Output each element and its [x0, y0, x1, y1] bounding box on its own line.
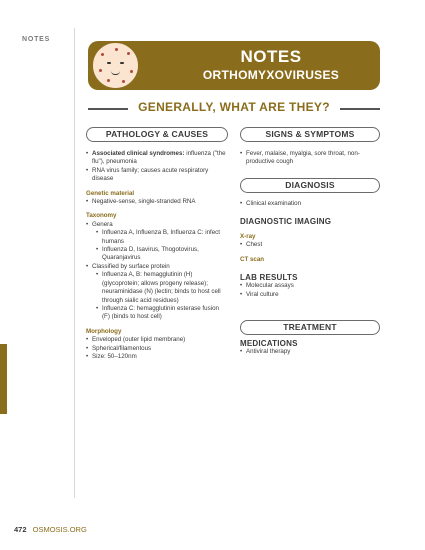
- section-heading: GENERALLY, WHAT ARE THEY?: [88, 100, 380, 116]
- list-item: • Antiviral therapy: [240, 348, 380, 356]
- taxonomy-title: Taxonomy: [86, 212, 117, 220]
- diagnosis-column: [240, 200, 380, 299]
- medications-title: MEDICATIONS: [240, 339, 298, 348]
- signs-column: [240, 150, 380, 167]
- ct-scan-title: CT scan: [240, 255, 265, 263]
- list-item: • Molecular assays: [240, 282, 380, 290]
- list-item: • Influenza A, Influenza B, Influenza C: infect humans: [86, 229, 228, 246]
- banner-title: NOTES: [240, 47, 302, 66]
- list-item: • Influenza C: hemagglutinin esterase fusion (F) (binds to host cell): [86, 305, 228, 322]
- genetic-material-title: Genetic material: [86, 189, 135, 197]
- site-link[interactable]: OSMOSIS.ORG: [32, 525, 87, 534]
- list-item: • Genera: [86, 221, 228, 229]
- pathology-causes-heading: PATHOLOGY & CAUSES: [86, 127, 228, 142]
- list-item: • Spherical/filamentous: [86, 345, 228, 353]
- list-item: • RNA virus family; causes acute respiratory disease: [86, 167, 228, 184]
- diagnosis-heading: DIAGNOSIS: [240, 178, 380, 193]
- virus-mascot-icon: [91, 41, 140, 90]
- list-item: • Influenza A, B: hemagglutinin (H) (glycoprotein; allows progeny release); neuraminidase (N) (lectin; binds to host cell through sialic acid residues): [86, 271, 228, 305]
- signs-symptoms-heading: SIGNS & SYMPTOMS: [240, 127, 380, 142]
- page-footer: [14, 525, 87, 534]
- list-item: • Negative-sense, single-stranded RNA: [86, 198, 228, 206]
- list-item: • Classified by surface protein: [86, 263, 228, 271]
- list-item: • Associated clinical syndromes: influenza ("the flu"), pneumonia: [86, 150, 228, 167]
- banner-subtitle: ORTHOMYXOVIRUSES: [202, 68, 340, 82]
- list-item: • Enveloped (outer lipid membrane): [86, 336, 228, 344]
- side-tab-marker: [0, 344, 7, 414]
- list-item: • Fever, malaise, myalgia, sore throat, non-productive cough: [240, 150, 380, 167]
- list-item: • Viral culture: [240, 291, 380, 299]
- list-item: • Size: 50–120nm: [86, 353, 228, 361]
- list-item: • Clinical examination: [240, 200, 380, 208]
- list-item: • Influenza D, Isavirus, Thogotovirus, Quaranjavirus: [86, 246, 228, 263]
- side-divider: [74, 28, 75, 498]
- side-notes-label: NOTES: [22, 36, 51, 43]
- diagnostic-imaging-title: DIAGNOSTIC IMAGING: [240, 217, 332, 227]
- treatment-column: [240, 340, 380, 357]
- page-number: 472: [14, 525, 27, 534]
- treatment-heading: TREATMENT: [240, 320, 380, 335]
- lab-results-title: LAB RESULTS: [240, 273, 298, 283]
- xray-title: X-ray: [240, 232, 256, 240]
- morphology-title: Morphology: [86, 327, 122, 335]
- pathology-column: [86, 150, 228, 361]
- list-item: • Chest: [240, 241, 380, 249]
